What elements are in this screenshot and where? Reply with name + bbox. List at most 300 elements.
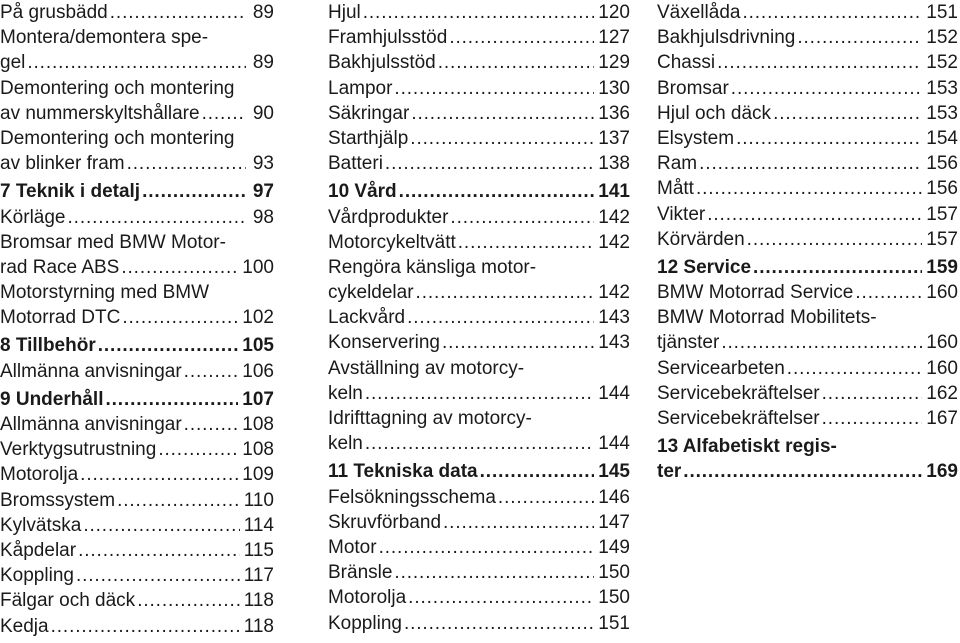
toc-entry[interactable] bbox=[328, 25, 630, 50]
toc-entry-line bbox=[328, 50, 630, 75]
toc-page-number: 108 bbox=[242, 439, 274, 461]
dot-leader bbox=[442, 330, 594, 355]
toc-entry-title: Växellåda bbox=[657, 2, 741, 23]
toc-entry-title: Lampor bbox=[328, 77, 393, 99]
toc-entry-title: av nummerskyltshållare bbox=[0, 102, 200, 124]
dot-leader bbox=[27, 50, 246, 75]
toc-page-number: 159 bbox=[926, 256, 958, 278]
toc-entry[interactable] bbox=[328, 0, 630, 25]
toc-entry-title: Motorolja bbox=[0, 464, 79, 486]
toc-entry-title: rad Race ABS bbox=[0, 256, 120, 278]
dot-leader bbox=[78, 538, 240, 563]
toc-entry-line bbox=[328, 459, 630, 484]
toc-page-number: 138 bbox=[598, 153, 630, 175]
toc-entry-line bbox=[657, 330, 958, 355]
toc-entry[interactable] bbox=[328, 510, 630, 535]
toc-entry[interactable] bbox=[328, 585, 630, 610]
toc-page-number: 89 bbox=[252, 52, 274, 74]
dot-leader bbox=[363, 0, 595, 25]
toc-column-3 bbox=[657, 0, 958, 485]
toc-page-number: 151 bbox=[926, 2, 958, 23]
toc-entry[interactable] bbox=[328, 305, 630, 330]
toc-entry-title: tjänster bbox=[657, 332, 720, 354]
toc-entry-title: Motorrad DTC bbox=[0, 307, 121, 329]
toc-entry[interactable] bbox=[328, 151, 630, 176]
toc-entry-title: av blinker fram bbox=[0, 153, 125, 175]
toc-entry-title: Ram bbox=[657, 153, 698, 175]
toc-entry-title: Allmänna anvisningar bbox=[0, 360, 182, 382]
toc-entry-line bbox=[657, 0, 958, 25]
dot-leader bbox=[51, 614, 240, 639]
toc-entry[interactable] bbox=[0, 462, 274, 487]
toc-entry[interactable] bbox=[657, 0, 958, 25]
dot-leader bbox=[742, 0, 922, 25]
dot-leader bbox=[202, 101, 246, 126]
toc-chapter-entry[interactable] bbox=[0, 387, 274, 412]
toc-entry-line bbox=[657, 381, 958, 406]
toc-page-number: 117 bbox=[243, 565, 274, 587]
toc-entry[interactable] bbox=[328, 330, 630, 355]
dot-leader bbox=[450, 205, 594, 230]
toc-chapter-entry[interactable] bbox=[0, 179, 274, 204]
toc-entry[interactable] bbox=[0, 76, 274, 126]
toc-entry-line bbox=[657, 176, 958, 201]
toc-entry-line bbox=[657, 76, 958, 101]
toc-entry-title: Bränsle bbox=[328, 562, 393, 584]
toc-page-number: 105 bbox=[242, 335, 274, 357]
toc-entry-title: Lackvård bbox=[328, 307, 406, 329]
toc-entry[interactable] bbox=[0, 538, 274, 563]
toc-entry-line bbox=[328, 205, 630, 230]
toc-entry[interactable] bbox=[657, 101, 958, 126]
toc-entry-title: Felsökningsschema bbox=[328, 486, 496, 508]
toc-entry[interactable] bbox=[0, 614, 274, 639]
toc-entry-line bbox=[657, 305, 958, 330]
toc-page-number: 144 bbox=[598, 433, 630, 455]
toc-entry-title: Chassi bbox=[657, 52, 716, 74]
toc-page-number: 147 bbox=[598, 511, 630, 533]
toc-entry-title: Demontering och montering bbox=[0, 127, 235, 149]
toc-entry-line bbox=[328, 431, 630, 456]
toc-entry-title: Skruvförband bbox=[328, 511, 442, 533]
dot-leader bbox=[787, 356, 923, 381]
toc-entry-line bbox=[0, 437, 274, 462]
toc-page-number: 110 bbox=[243, 489, 274, 511]
dot-leader bbox=[110, 0, 246, 25]
toc-entry-title: Allmänna anvisningar bbox=[0, 414, 182, 435]
toc-page-number: 137 bbox=[598, 127, 630, 149]
dot-leader bbox=[747, 227, 923, 252]
toc-page-number: 143 bbox=[598, 332, 630, 354]
toc-entry-title: Bakhjulsdrivning bbox=[657, 27, 796, 49]
toc-entry-line bbox=[0, 255, 274, 280]
toc-entry-line bbox=[657, 406, 958, 431]
toc-entry-title: Framhjulsstöd bbox=[328, 27, 448, 49]
toc-entry-line bbox=[0, 333, 274, 358]
toc-entry-title: Elsystem bbox=[657, 127, 735, 149]
toc-entry-title: Hjul och däck bbox=[657, 102, 772, 124]
toc-entry[interactable] bbox=[328, 560, 630, 585]
toc-entry[interactable] bbox=[657, 280, 958, 305]
dot-leader bbox=[696, 176, 922, 201]
dot-leader bbox=[438, 50, 595, 75]
toc-entry-line bbox=[328, 126, 630, 151]
toc-entry-line bbox=[328, 406, 630, 431]
toc-entry-title: Motorstyrning med BMW bbox=[0, 282, 210, 304]
toc-page-number: 160 bbox=[926, 357, 958, 379]
toc-entry-line bbox=[328, 510, 630, 535]
toc-entry-line bbox=[0, 0, 274, 25]
toc-page-number: 151 bbox=[598, 612, 630, 634]
toc-entry-line bbox=[0, 305, 274, 330]
toc-page-number: 142 bbox=[598, 231, 630, 253]
toc-entry[interactable] bbox=[328, 611, 630, 636]
dot-leader bbox=[822, 381, 923, 406]
toc-entry-title: 7 Teknik i detalj bbox=[0, 181, 141, 203]
toc-entry[interactable] bbox=[657, 227, 958, 252]
dot-leader bbox=[855, 280, 922, 305]
toc-entry-line bbox=[657, 126, 958, 151]
toc-page-number: 150 bbox=[598, 562, 630, 584]
toc-chapter-entry[interactable] bbox=[657, 255, 958, 280]
toc-entry[interactable] bbox=[0, 280, 274, 330]
toc-entry-line bbox=[0, 280, 274, 305]
toc-entry-line bbox=[328, 230, 630, 255]
dot-leader bbox=[407, 305, 594, 330]
toc-entry-line bbox=[0, 359, 274, 384]
toc-entry-title: Koppling bbox=[328, 612, 402, 634]
toc-entry[interactable] bbox=[657, 76, 958, 101]
toc-entry-title: Kedja bbox=[0, 615, 49, 637]
toc-page-number: 142 bbox=[598, 282, 630, 304]
dot-leader bbox=[773, 101, 922, 126]
dot-leader bbox=[158, 437, 238, 462]
dot-leader bbox=[498, 485, 594, 510]
toc-entry[interactable] bbox=[657, 126, 958, 151]
toc-entry-line bbox=[0, 563, 274, 588]
toc-page-number: 89 bbox=[252, 2, 274, 23]
toc-page-number: 136 bbox=[598, 102, 630, 124]
dot-leader bbox=[736, 126, 922, 151]
toc-entry[interactable] bbox=[0, 488, 274, 513]
toc-column-1 bbox=[0, 0, 274, 639]
toc-chapter-entry[interactable] bbox=[328, 179, 630, 204]
toc-entry[interactable] bbox=[328, 535, 630, 560]
dot-leader bbox=[797, 25, 922, 50]
toc-entry-line bbox=[328, 179, 630, 204]
toc-entry-title: Batteri bbox=[328, 153, 383, 175]
toc-entry-line bbox=[328, 25, 630, 50]
toc-entry-title: 12 Service bbox=[657, 256, 752, 278]
toc-entry-line bbox=[0, 488, 274, 513]
toc-entry-title: gel bbox=[0, 52, 26, 74]
dot-leader bbox=[76, 563, 240, 588]
dot-leader bbox=[822, 406, 923, 431]
toc-entry[interactable] bbox=[328, 485, 630, 510]
toc-entry-title: Avställning av motorcy- bbox=[328, 357, 525, 379]
toc-entry-line bbox=[328, 330, 630, 355]
toc-entry-line bbox=[657, 151, 958, 176]
toc-page-number: 106 bbox=[242, 360, 274, 382]
toc-entry-line bbox=[0, 205, 274, 230]
toc-entry[interactable] bbox=[657, 50, 958, 75]
toc-entry-title: keln bbox=[328, 382, 363, 404]
toc-entry[interactable] bbox=[657, 151, 958, 176]
dot-leader bbox=[117, 488, 240, 513]
toc-entry[interactable] bbox=[0, 588, 274, 613]
toc-entry-line bbox=[0, 513, 274, 538]
toc-entry-line bbox=[0, 151, 274, 176]
toc-chapter-entry[interactable] bbox=[328, 459, 630, 484]
dot-leader bbox=[721, 330, 922, 355]
toc-entry[interactable] bbox=[0, 126, 274, 176]
toc-entry-line bbox=[0, 101, 274, 126]
toc-chapter-entry[interactable] bbox=[657, 434, 958, 484]
toc-entry-title: ter bbox=[657, 461, 682, 483]
toc-entry[interactable] bbox=[328, 406, 630, 456]
toc-page-number: 150 bbox=[598, 587, 630, 609]
toc-entry-title: Montera/demontera spe- bbox=[0, 27, 209, 49]
toc-entry-line bbox=[328, 535, 630, 560]
toc-entry-line bbox=[0, 230, 274, 255]
dot-leader bbox=[753, 255, 922, 280]
toc-entry-line bbox=[657, 227, 958, 252]
toc-entry-title: Körläge bbox=[0, 206, 66, 228]
toc-page-number: 145 bbox=[598, 461, 630, 483]
toc-entry-line bbox=[0, 25, 274, 50]
toc-page-number: 153 bbox=[926, 102, 958, 124]
toc-entry-line bbox=[657, 459, 958, 484]
toc-page-number: 152 bbox=[926, 27, 958, 49]
toc-entry-title: Bromsar med BMW Motor- bbox=[0, 231, 226, 253]
toc-page-number: 156 bbox=[926, 178, 958, 200]
toc-page-number: 102 bbox=[242, 307, 274, 329]
toc-entry-line bbox=[328, 356, 630, 381]
toc-page-number: 152 bbox=[926, 52, 958, 74]
toc-entry[interactable] bbox=[328, 126, 630, 151]
dot-leader bbox=[411, 101, 594, 126]
toc-entry[interactable] bbox=[657, 406, 958, 431]
toc-entry[interactable] bbox=[0, 205, 274, 230]
toc-entry-line bbox=[657, 434, 958, 459]
toc-entry-title: Konservering bbox=[328, 332, 440, 354]
toc-entry-title: 13 Alfabetiskt regis- bbox=[657, 436, 837, 458]
toc-entry-title: Bakhjulsstöd bbox=[328, 52, 436, 74]
toc-entry[interactable] bbox=[0, 0, 274, 25]
toc-entry[interactable] bbox=[0, 25, 274, 75]
toc-entry[interactable] bbox=[328, 356, 630, 406]
toc-entry-line bbox=[0, 179, 274, 204]
toc-page-number: 114 bbox=[243, 514, 274, 536]
toc-entry-line bbox=[328, 485, 630, 510]
dot-leader bbox=[379, 535, 595, 560]
dot-leader bbox=[458, 230, 595, 255]
toc-entry[interactable] bbox=[657, 176, 958, 201]
toc-entry-line bbox=[0, 588, 274, 613]
toc-entry-line bbox=[0, 412, 274, 437]
toc-entry-line bbox=[328, 0, 630, 25]
toc-page-number: 107 bbox=[242, 388, 274, 410]
toc-entry-title: Servicearbeten bbox=[657, 357, 785, 379]
toc-page-number: 97 bbox=[252, 181, 274, 203]
toc-page-number: 162 bbox=[926, 382, 958, 404]
dot-leader bbox=[683, 459, 922, 484]
dot-leader bbox=[137, 588, 240, 613]
toc-entry-title: Starthjälp bbox=[328, 127, 409, 149]
toc-entry-title: 9 Underhåll bbox=[0, 388, 104, 410]
toc-entry-title: Rengöra känsliga motor- bbox=[328, 256, 537, 278]
toc-page-number: 100 bbox=[242, 256, 274, 278]
dot-leader bbox=[122, 305, 238, 330]
dot-leader bbox=[184, 412, 239, 437]
toc-entry-title: Koppling bbox=[0, 565, 74, 587]
toc-entry-title: Motorcykeltvätt bbox=[328, 231, 456, 253]
toc-page-number: 108 bbox=[242, 414, 274, 435]
toc-entry-line bbox=[657, 356, 958, 381]
toc-page-number: 169 bbox=[926, 461, 958, 483]
dot-leader bbox=[68, 205, 247, 230]
toc-entry[interactable] bbox=[657, 202, 958, 227]
toc-page-number: 167 bbox=[926, 408, 958, 429]
toc-page-number: 153 bbox=[926, 77, 958, 99]
dot-leader bbox=[731, 76, 923, 101]
toc-page-number: 160 bbox=[926, 282, 958, 304]
toc-page-number: 149 bbox=[598, 536, 630, 558]
dot-leader bbox=[404, 611, 594, 636]
toc-entry[interactable] bbox=[0, 563, 274, 588]
toc-entry[interactable] bbox=[328, 76, 630, 101]
dot-leader bbox=[410, 126, 594, 151]
toc-entry[interactable] bbox=[657, 356, 958, 381]
toc-entry-line bbox=[657, 25, 958, 50]
toc-entry-line bbox=[328, 255, 630, 280]
toc-page-number: 109 bbox=[242, 464, 274, 486]
toc-entry[interactable] bbox=[328, 255, 630, 305]
toc-chapter-entry[interactable] bbox=[0, 333, 274, 358]
dot-leader bbox=[105, 387, 238, 412]
toc-page-number: 144 bbox=[598, 382, 630, 404]
dot-leader bbox=[394, 560, 594, 585]
toc-entry-title: Demontering och montering bbox=[0, 77, 235, 99]
toc-entry-line bbox=[0, 614, 274, 639]
toc-entry[interactable] bbox=[328, 205, 630, 230]
toc-entry-title: 10 Vård bbox=[328, 181, 397, 203]
toc-entry-title: BMW Motorrad Service bbox=[657, 282, 854, 304]
toc-entry-title: Motorolja bbox=[328, 587, 407, 609]
toc-page-number: 118 bbox=[243, 615, 274, 637]
toc-page-number: 120 bbox=[598, 2, 630, 23]
toc-entry-title: Idrifttagning av motorcy- bbox=[328, 408, 532, 429]
toc-page-number: 98 bbox=[252, 206, 274, 228]
toc-entry-title: Motor bbox=[328, 536, 377, 558]
toc-entry-line bbox=[0, 76, 274, 101]
dot-leader bbox=[707, 202, 922, 227]
toc-entry[interactable] bbox=[0, 359, 274, 384]
toc-entry-line bbox=[657, 50, 958, 75]
dot-leader bbox=[184, 359, 239, 384]
toc-entry-title: 11 Tekniska data bbox=[328, 461, 478, 483]
toc-entry[interactable] bbox=[328, 50, 630, 75]
toc-entry[interactable] bbox=[328, 101, 630, 126]
dot-leader bbox=[142, 179, 246, 204]
toc-entry-line bbox=[328, 305, 630, 330]
toc-entry-line bbox=[328, 76, 630, 101]
dot-leader bbox=[480, 459, 595, 484]
toc-entry-line bbox=[0, 126, 274, 151]
toc-entry[interactable] bbox=[657, 381, 958, 406]
dot-leader bbox=[80, 462, 238, 487]
toc-page-number: 118 bbox=[243, 590, 274, 612]
toc-page-number: 130 bbox=[598, 77, 630, 99]
toc-entry[interactable] bbox=[657, 25, 958, 50]
toc-entry-line bbox=[328, 611, 630, 636]
toc-entry-line bbox=[328, 381, 630, 406]
toc-entry-line bbox=[328, 585, 630, 610]
toc-page-number: 154 bbox=[926, 127, 958, 149]
toc-page-number: 142 bbox=[598, 206, 630, 228]
toc-page-number: 90 bbox=[252, 102, 274, 124]
toc-page-number: 156 bbox=[926, 153, 958, 175]
toc-entry-title: På grusbädd bbox=[0, 2, 108, 23]
toc-entry-title: Vårdprodukter bbox=[328, 206, 449, 228]
toc-page-number: 129 bbox=[598, 52, 630, 74]
dot-leader bbox=[699, 151, 922, 176]
toc-entry-title: Fälgar och däck bbox=[0, 590, 136, 612]
toc-entry-line bbox=[657, 255, 958, 280]
toc-entry-title: Körvärden bbox=[657, 228, 745, 250]
toc-entry-line bbox=[0, 387, 274, 412]
toc-entry-line bbox=[328, 101, 630, 126]
toc-entry-line bbox=[328, 280, 630, 305]
toc-entry-title: cykeldelar bbox=[328, 282, 414, 304]
dot-leader bbox=[717, 50, 922, 75]
dot-leader bbox=[408, 585, 594, 610]
toc-entry-line bbox=[657, 280, 958, 305]
toc-entry-title: Bromsar bbox=[657, 77, 729, 99]
dot-leader bbox=[385, 151, 594, 176]
toc-column-2 bbox=[328, 0, 630, 636]
dot-leader bbox=[416, 280, 595, 305]
toc-entry-title: Bromssystem bbox=[0, 489, 116, 511]
dot-leader bbox=[394, 76, 594, 101]
toc-page-number: 146 bbox=[598, 486, 630, 508]
toc-entry[interactable] bbox=[657, 305, 958, 355]
toc-entry[interactable] bbox=[0, 412, 274, 437]
dot-leader bbox=[399, 179, 595, 204]
toc-page-number: 160 bbox=[926, 332, 958, 354]
toc-page-number: 141 bbox=[598, 181, 630, 203]
toc-page-number: 93 bbox=[252, 153, 274, 175]
toc-entry-title: Vikter bbox=[657, 203, 706, 225]
toc-entry-title: Säkringar bbox=[328, 102, 410, 124]
toc-entry-line bbox=[0, 538, 274, 563]
toc-entry-title: Kåpdelar bbox=[0, 539, 77, 561]
toc-entry[interactable] bbox=[328, 230, 630, 255]
toc-entry[interactable] bbox=[0, 513, 274, 538]
toc-entry-line bbox=[0, 462, 274, 487]
toc-entry-title: keln bbox=[328, 433, 363, 455]
dot-leader bbox=[449, 25, 594, 50]
toc-entry[interactable] bbox=[0, 437, 274, 462]
dot-leader bbox=[365, 431, 594, 456]
toc-page-number: 115 bbox=[243, 539, 274, 561]
toc-entry-title: BMW Motorrad Mobilitets- bbox=[657, 307, 877, 329]
toc-entry-title: Mått bbox=[657, 178, 694, 200]
toc-page-number: 157 bbox=[926, 203, 958, 225]
toc-page-number: 143 bbox=[598, 307, 630, 329]
toc-entry-line bbox=[657, 101, 958, 126]
toc-entry[interactable] bbox=[0, 230, 274, 280]
